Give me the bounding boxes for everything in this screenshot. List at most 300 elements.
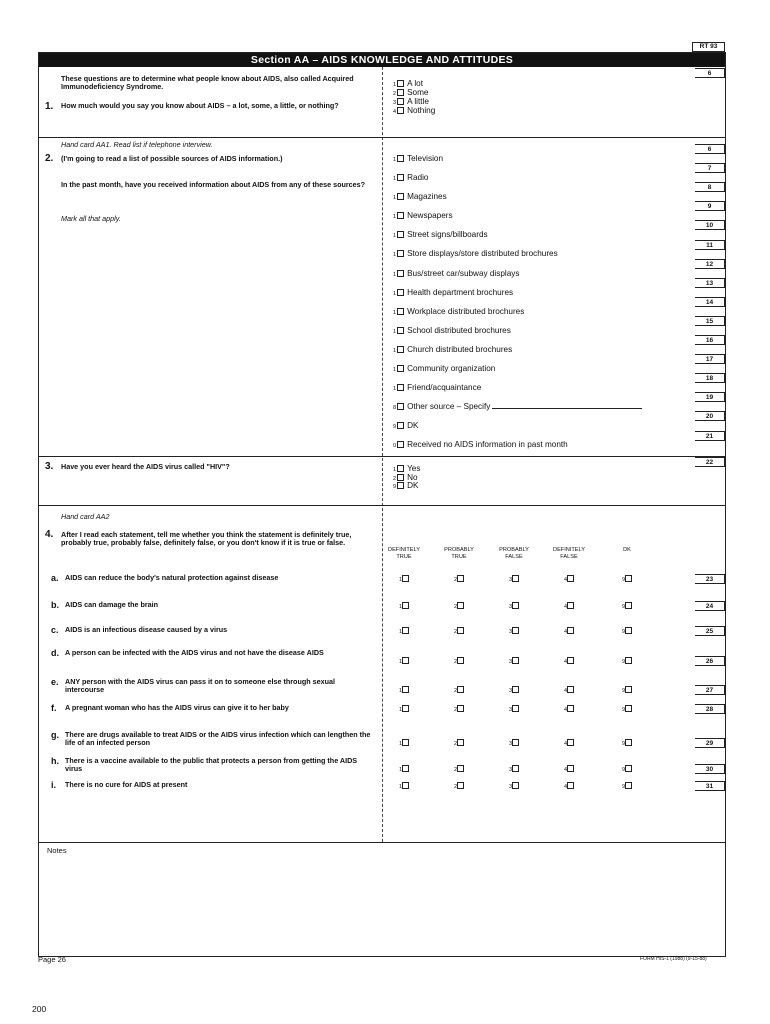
q4-answer-checkbox[interactable] [625,602,632,609]
q2-option-checkbox[interactable] [397,231,404,238]
q2-option-code: 1 [393,252,397,259]
q4-column-header-line1: DK [623,547,631,553]
q4-answer [509,765,522,773]
q4-answer-code: 4 [564,577,568,583]
q4-answer [454,575,467,583]
q1-option-code: 1 [393,82,397,88]
q2-option [393,168,642,187]
q1-options [393,79,435,115]
q4-answer-code: 4 [564,604,568,610]
q4-answer [454,765,467,773]
q4-answer-checkbox[interactable] [567,627,574,634]
q3-option-checkbox[interactable] [397,474,404,481]
q2-option [393,378,642,397]
q3-text: Have you ever heard the AIDS virus called "HIV"? [61,462,230,471]
q2-option-label: Radio [407,173,429,183]
q4-answer-checkbox[interactable] [567,739,574,746]
q2-option [393,435,642,454]
q4-item-text: ANY person with the AIDS virus can pass it on to someone else through sexual intercourse [65,677,335,695]
q4-answer-code: 9 [622,741,626,747]
page-label: Page 26 [38,955,66,964]
q1-option [393,79,435,88]
q2-option-label: Bus/street car/subway displays [407,268,520,278]
q4-answer-code: 2 [454,659,458,665]
q2-option [393,264,642,283]
q1-option-label: Some [407,88,429,97]
q4-column-header [494,547,534,560]
q4-answer [509,686,522,694]
q4-column-header [439,547,479,560]
q2-option-label: DK [407,421,419,431]
q3-option-code: 9 [393,484,397,491]
q4-answer-code: 1 [399,629,403,635]
q4-answer [454,686,467,694]
q4-answer-checkbox[interactable] [512,782,519,789]
q4-answer-code: 2 [454,741,458,747]
q2-option-label: Received no AIDS information in past month [407,440,568,450]
q2-option-label: Newspapers [407,211,453,221]
q2-option-code: 1 [393,195,397,202]
q4-answer-checkbox[interactable] [402,602,409,609]
q4-answer-code: 3 [509,741,513,747]
q3-item-box: 22 [695,457,725,467]
q4-column-header [607,547,647,554]
q4-answer-code: 3 [509,629,513,635]
q4-answer [454,627,467,635]
q4-answer-code: 4 [564,767,568,773]
q4-answer [564,602,577,610]
q4-answer [622,765,635,773]
q4-item-box: 31 [695,781,725,791]
q2-option-checkbox[interactable] [397,289,404,296]
q4-answer [399,602,412,610]
q4-answer [509,705,522,713]
q4-text: After I read each statement, tell me whether you think the statement is definitely true, probably true, probably false, definitely false, or you don't know if it is true or false. [61,530,352,548]
q4-answer-checkbox[interactable] [457,627,464,634]
q4-answer-checkbox[interactable] [567,782,574,789]
q4-column-header-line1: PROBABLY [499,547,529,553]
q3-options [393,464,420,490]
q2-option-code: 9 [393,424,397,431]
q4-answer-checkbox[interactable] [457,686,464,693]
q4-answer-code: 2 [454,767,458,773]
q4-answer-code: 4 [564,784,568,790]
column-divider [382,67,383,842]
q4-answer-code: 9 [622,767,626,773]
divider-q4 [39,842,725,843]
q4-answer-code: 1 [399,604,403,610]
q3-option [393,473,420,482]
q4-answer-code: 1 [399,767,403,773]
q4-answer-checkbox[interactable] [625,686,632,693]
q4-answer [454,705,467,713]
q4-answer [509,657,522,665]
q4-answer-code: 4 [564,707,568,713]
q4-item-box: 27 [695,685,725,695]
q2-option-label: Community organization [407,364,496,374]
q2-option-checkbox[interactable] [397,403,404,410]
q2-option-code: 1 [393,386,397,393]
q4-item-box: 28 [695,704,725,714]
q4-answer-checkbox[interactable] [457,602,464,609]
q4-answer-checkbox[interactable] [402,575,409,582]
form-code-top: RT 93 [693,43,724,52]
q4-item-text: AIDS can damage the brain [65,600,159,609]
q4-answer-code: 9 [622,707,626,713]
q4-answer-checkbox[interactable] [625,575,632,582]
q4-answer-code: 2 [454,707,458,713]
q3-option-label: No [407,472,418,482]
q2-item-box: 14 [695,297,725,307]
q4-answer [399,765,412,773]
q1-option-checkbox[interactable] [397,80,404,87]
q4-answer-checkbox[interactable] [625,765,632,772]
q4-answer-checkbox[interactable] [512,686,519,693]
q4-answer-code: 1 [399,784,403,790]
q4-column-header-line1: DEFINITELY [388,547,420,553]
q4-answer [622,782,635,790]
form-footer: FORM HIS-1 (1988) (9-15-88) [640,956,707,962]
q2-text: (I'm going to read a list of possible sources of AIDS information.) [61,154,283,163]
q2-option-label: Workplace distributed brochures [407,306,525,316]
q2-item-box: 18 [695,373,725,383]
q2-option [393,340,642,359]
q2-item-box: 12 [695,259,725,269]
q4-item-text: There is a vaccine available to the public that protects a person from getting the AIDS virus [65,756,358,774]
q4-answer-code: 3 [509,577,513,583]
q1-option [393,97,435,106]
q3-option-checkbox[interactable] [397,482,404,489]
q4-answer-checkbox[interactable] [512,627,519,634]
q2-item-box: 21 [695,431,725,441]
q4-answer [564,782,577,790]
q1-text: How much would you say you know about AIDS – a lot, some, a little, or nothing? [61,101,339,110]
q3-option-label: DK [407,481,419,491]
q4-answer-checkbox[interactable] [567,705,574,712]
q4-answer-checkbox[interactable] [512,575,519,582]
q2-option [393,187,642,206]
q4-answer-checkbox[interactable] [567,575,574,582]
q2-option-code: 1 [393,347,397,354]
q4-answer-checkbox[interactable] [567,686,574,693]
q2-item-box: 10 [695,220,725,230]
q4-answer-code: 9 [622,659,626,665]
q2-option [393,302,642,321]
q2-option-code: 1 [393,309,397,316]
q4-column-header [384,547,424,560]
q4-column-header-line2: FALSE [560,553,578,560]
divider-q1 [39,137,725,138]
q4-answer-checkbox[interactable] [402,782,409,789]
q2-option-label: Health department brochures [407,287,514,297]
q2-option-checkbox[interactable] [397,155,404,162]
q4-answer [399,627,412,635]
q4-answer [509,739,522,747]
q4-answer-checkbox[interactable] [625,627,632,634]
q2-option [393,321,642,340]
q4-answer-code: 1 [399,688,403,694]
q1-option-code: 2 [393,91,397,97]
q4-answer [564,575,577,583]
q4-item-box: 23 [695,574,725,584]
q2-option-code: 1 [393,367,397,374]
q4-answer [399,782,412,790]
q4-answer [509,627,522,635]
q2-option-label: Church distributed brochures [407,344,513,354]
q2-option-checkbox[interactable] [397,193,404,200]
q4-answer-checkbox[interactable] [457,657,464,664]
q1-option-code: 3 [393,100,397,106]
q2-option [393,149,642,168]
q2-option-code: 1 [393,328,397,335]
q4-answer-checkbox[interactable] [457,575,464,582]
q4-answer [399,575,412,583]
q1-option-checkbox[interactable] [397,89,404,96]
q4-answer-checkbox[interactable] [512,739,519,746]
q2-option-checkbox[interactable] [397,250,404,257]
q4-answer [454,602,467,610]
notes-label: Notes [47,846,67,855]
q2-item-box: 17 [695,354,725,364]
q4-item-box: 25 [695,626,725,636]
q4-answer-code: 9 [622,629,626,635]
q2-item-box: 6 [695,144,725,154]
q1-option-checkbox[interactable] [397,107,404,114]
q4-answer-code: 4 [564,688,568,694]
q3-option [393,481,420,490]
q2-option-code: 0 [393,443,397,450]
q4-answer-checkbox[interactable] [625,657,632,664]
q2-number: 2. [45,153,54,164]
q4-answer-checkbox[interactable] [402,765,409,772]
q4-item-text: A person can be infected with the AIDS virus and not have the disease AIDS [65,648,324,657]
q4-answer [622,575,635,583]
q4-answer-checkbox[interactable] [402,657,409,664]
q2-option-checkbox[interactable] [397,174,404,181]
q4-answer-checkbox[interactable] [625,782,632,789]
q3-number: 3. [45,461,54,472]
q2-option-checkbox[interactable] [397,346,404,353]
q2-subtext: In the past month, have you received information about AIDS from any of these sources? [61,180,366,189]
q4-answer-code: 3 [509,659,513,665]
q4-answer [564,627,577,635]
q4-answer-checkbox[interactable] [625,705,632,712]
q4-answer-code: 3 [509,707,513,713]
q2-option-code: 8 [393,405,397,412]
q4-answer-checkbox[interactable] [457,739,464,746]
q2-item-box: 9 [695,201,725,211]
q2-item-box: 19 [695,392,725,402]
q4-item-text: AIDS is an infectious disease caused by a virus [65,625,228,634]
q4-answer-code: 3 [509,604,513,610]
q4-item-text: There is no cure for AIDS at present [65,780,188,789]
q2-option [393,283,642,302]
q2-option-code: 1 [393,271,397,278]
q4-answer [622,602,635,610]
q4-answer [564,686,577,694]
intro-text: These questions are to determine what people know about AIDS, also called Acquired Immunodeficiency Syndrome. [61,74,354,92]
q2-option [393,206,642,225]
q4-answer-checkbox[interactable] [512,602,519,609]
q4-answer-checkbox[interactable] [567,602,574,609]
q4-answer-code: 2 [454,604,458,610]
q2-option [393,397,642,416]
q4-answer [399,657,412,665]
q4-answer-code: 4 [564,741,568,747]
q4-answer-code: 9 [622,688,626,694]
q2-option [393,359,642,378]
q4-answer-checkbox[interactable] [402,686,409,693]
q2-option-code: 1 [393,176,397,183]
q2-option-checkbox[interactable] [397,422,404,429]
q2-item-box: 13 [695,278,725,288]
q4-column-header-line2: TRUE [396,553,412,560]
q2-option-checkbox[interactable] [397,365,404,372]
q2-option-label: School distributed brochures [407,325,511,335]
q2-item-box: 8 [695,182,725,192]
q4-answer-code: 2 [454,629,458,635]
q4-answer-checkbox[interactable] [457,782,464,789]
q4-item-text: A pregnant woman who has the AIDS virus can give it to her baby [65,703,289,712]
q1-option-label: A lot [407,79,423,88]
q4-answer-checkbox[interactable] [402,705,409,712]
q4-answer [454,657,467,665]
q2-option [393,416,642,435]
q4-answer [454,739,467,747]
page-number: 200 [32,1004,47,1014]
q4-answer [564,705,577,713]
q4-answer-checkbox[interactable] [457,765,464,772]
q4-answer-code: 1 [399,741,403,747]
q4-answer-code: 9 [622,604,626,610]
q4-answer-code: 4 [564,629,568,635]
q4-answer [564,739,577,747]
q1-option-checkbox[interactable] [397,98,404,105]
q3-option-code: 2 [393,475,397,482]
q4-answer-checkbox[interactable] [567,657,574,664]
q2-option-checkbox[interactable] [397,441,404,448]
q2-instruction: Hand card AA1. Read list if telephone interview. [61,140,213,149]
q2-item-box: 16 [695,335,725,345]
q4-answer [622,627,635,635]
specify-line[interactable] [492,400,642,409]
q4-answer-code: 2 [454,784,458,790]
q2-option-checkbox[interactable] [397,308,404,315]
q4-answer [622,705,635,713]
q1-option [393,88,435,97]
q2-option-checkbox[interactable] [397,212,404,219]
q4-answer-code: 4 [564,659,568,665]
q4-answer [509,575,522,583]
q2-option-checkbox[interactable] [397,270,404,277]
q2-mark-all: Mark all that apply. [61,214,121,223]
q4-answer-code: 1 [399,659,403,665]
q4-item-letter: e. [51,677,59,687]
q2-option-checkbox[interactable] [397,384,404,391]
q2-option-label: Store displays/store distributed brochures [407,249,558,259]
q1-number: 1. [45,101,54,112]
q2-item-box: 7 [695,163,725,173]
q2-item-box: 11 [695,240,725,250]
q2-option-label: Friend/acquaintance [407,383,482,393]
q3-option-label: Yes [407,464,421,473]
q4-column-header-line1: PROBABLY [444,547,474,553]
q4-answer [564,657,577,665]
q4-item-text: AIDS can reduce the body's natural protection against disease [65,573,279,582]
q4-answer-checkbox[interactable] [512,765,519,772]
q4-answer-checkbox[interactable] [402,627,409,634]
q3-option [393,464,420,473]
q4-answer-checkbox[interactable] [402,739,409,746]
q4-item-letter: i. [51,780,57,790]
q2-item-box: 15 [695,316,725,326]
q4-answer-code: 3 [509,784,513,790]
q4-item-letter: b. [51,600,59,610]
q4-answer-code: 9 [622,577,626,583]
q4-item-letter: d. [51,648,59,658]
q4-answer-checkbox[interactable] [457,705,464,712]
q2-option-checkbox[interactable] [397,327,404,334]
q4-answer-code: 3 [509,688,513,694]
q2-option-code: 1 [393,290,397,297]
q4-answer [399,705,412,713]
q4-answer-checkbox[interactable] [625,739,632,746]
q4-answer-checkbox[interactable] [512,705,519,712]
q4-column-header-line1: DEFINITELY [553,547,585,553]
q2-option-code: 1 [393,233,397,240]
section-title: Section AA – AIDS KNOWLEDGE AND ATTITUDES [39,53,725,67]
q4-item-letter: h. [51,756,59,766]
q4-instruction: Hand card AA2 [61,512,110,521]
q2-option-code: 1 [393,157,397,163]
q4-item-text: There are drugs available to treat AIDS or the AIDS virus infection which can lengthen the life of an infected person [65,730,371,748]
q4-number: 4. [45,529,54,540]
q1-option [393,106,435,115]
divider-q3 [39,505,725,506]
q4-answer-code: 3 [509,767,513,773]
q2-option [393,244,642,263]
q2-option-label: Magazines [407,192,447,202]
q4-item-letter: c. [51,625,59,635]
q1-option-label: Nothing [407,106,436,115]
divider-q2 [39,456,725,457]
q4-answer-code: 2 [454,577,458,583]
q2-item-box: 20 [695,411,725,421]
q4-answer-checkbox[interactable] [512,657,519,664]
q4-answer [622,739,635,747]
q2-option-label: Street signs/billboards [407,230,488,240]
q4-item-box: 29 [695,738,725,748]
q4-column-header-line2: TRUE [451,553,467,560]
q1-item-box: 6 [695,68,725,78]
q2-option-label: Other source – Specify [407,402,491,412]
q3-option-checkbox[interactable] [397,465,404,472]
q4-answer [399,739,412,747]
q4-answer [509,602,522,610]
q4-answer [622,686,635,694]
q4-item-letter: f. [51,703,57,713]
q4-answer-code: 9 [622,784,626,790]
form-frame [38,52,726,957]
q2-options [393,149,642,455]
q4-item-box: 24 [695,601,725,611]
q4-answer-checkbox[interactable] [567,765,574,772]
q4-answer-code: 2 [454,688,458,694]
q4-column-header-line2: FALSE [505,553,523,560]
q4-item-letter: a. [51,573,59,583]
q2-option [393,225,642,244]
q4-answer [564,765,577,773]
